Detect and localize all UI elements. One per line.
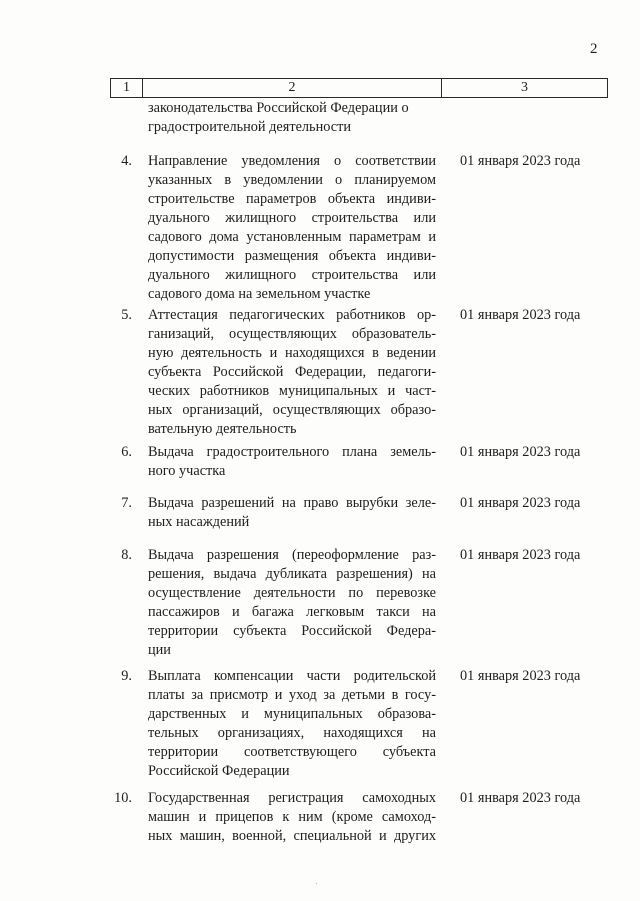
description-line: садового дома установленным параметрам и <box>148 229 436 245</box>
description-line: ных организаций, осуществляющих образо- <box>148 402 436 418</box>
row-date: 01 января 2023 года <box>460 307 581 323</box>
row-number: 7. <box>121 495 132 511</box>
continuation-text <box>148 99 438 137</box>
row-date: 01 января 2023 года <box>460 495 581 511</box>
description-line: Выдача разрешений на право вырубки зеле- <box>148 495 436 511</box>
description-line: указанных в уведомлении о планируемом <box>148 172 436 188</box>
header-col-1: 1 <box>111 79 143 97</box>
description-line: дуального жилищного строительства или <box>148 267 436 283</box>
row-description <box>148 494 436 532</box>
description-line: ных насаждений <box>148 514 250 530</box>
description-line: ции <box>148 642 171 658</box>
description-line: дарственных и муниципальных образова- <box>148 706 436 722</box>
row-date: 01 января 2023 года <box>460 790 581 806</box>
description-line: ного участка <box>148 463 226 479</box>
table-header <box>110 78 608 98</box>
row-description <box>148 152 436 304</box>
description-line: Государственная регистрация самоходных <box>148 790 436 806</box>
description-line: ную деятельность и находящихся в ведении <box>148 345 436 361</box>
row-number: 9. <box>121 668 132 684</box>
header-col-2: 2 <box>143 79 442 97</box>
row-number: 8. <box>121 547 132 563</box>
description-line: субъекта Российской Федерации, педагоги- <box>148 364 436 380</box>
row-number: 4. <box>121 153 132 169</box>
description-line: допустимости размещения объекта индиви- <box>148 248 436 264</box>
row-description <box>148 546 436 660</box>
description-line: решения, выдача дубликата разрешения) на <box>148 566 436 582</box>
row-description <box>148 789 436 846</box>
description-line: Аттестация педагогических работников ор- <box>148 307 436 323</box>
description-line: Направление уведомления о соответствии <box>148 153 436 169</box>
scan-speck <box>316 883 317 884</box>
description-line: Выплата компенсации части родительской <box>148 668 436 684</box>
row-date: 01 января 2023 года <box>460 153 581 169</box>
description-line: территории соответствующего субъекта <box>148 744 436 760</box>
description-line: ганизаций, осуществляющих образователь- <box>148 326 436 342</box>
header-col-3: 3 <box>521 80 528 95</box>
description-line: ческих работников муниципальных и част- <box>148 383 436 399</box>
description-line: платы за присмотр и уход за детьми в госу- <box>148 687 436 703</box>
row-description <box>148 443 436 481</box>
description-line: дуального жилищного строительства или <box>148 210 436 226</box>
page-number: 2 <box>590 41 598 57</box>
row-number: 10. <box>114 790 132 806</box>
row-number: 6. <box>121 444 132 460</box>
description-line: строительстве параметров объекта индиви- <box>148 191 436 207</box>
description-line: Российской Федерации <box>148 763 290 779</box>
description-line: территории субъекта Российской Федера- <box>148 623 436 639</box>
continuation-line: законодательства Российской Федерации о <box>148 100 409 116</box>
row-date: 01 января 2023 года <box>460 444 581 460</box>
row-number: 5. <box>121 307 132 323</box>
row-description <box>148 667 436 781</box>
description-line: ных машин, военной, специальной и других <box>148 828 436 844</box>
description-line: Выдача разрешения (переоформление раз- <box>148 547 436 563</box>
description-line: тельных организациях, находящихся на <box>148 725 436 741</box>
description-line: машин и прицепов к ним (кроме самоход- <box>148 809 436 825</box>
description-line: пассажиров и багажа легковым такси на <box>148 604 436 620</box>
continuation-line: градостроительной деятельности <box>148 119 351 135</box>
row-date: 01 января 2023 года <box>460 668 581 684</box>
description-line: осуществление деятельности по перевозке <box>148 585 436 601</box>
row-date: 01 января 2023 года <box>460 547 581 563</box>
description-line: садового дома на земельном участке <box>148 286 371 302</box>
row-description <box>148 306 436 439</box>
description-line: вательную деятельность <box>148 421 297 437</box>
description-line: Выдача градостроительного плана земель- <box>148 444 436 460</box>
